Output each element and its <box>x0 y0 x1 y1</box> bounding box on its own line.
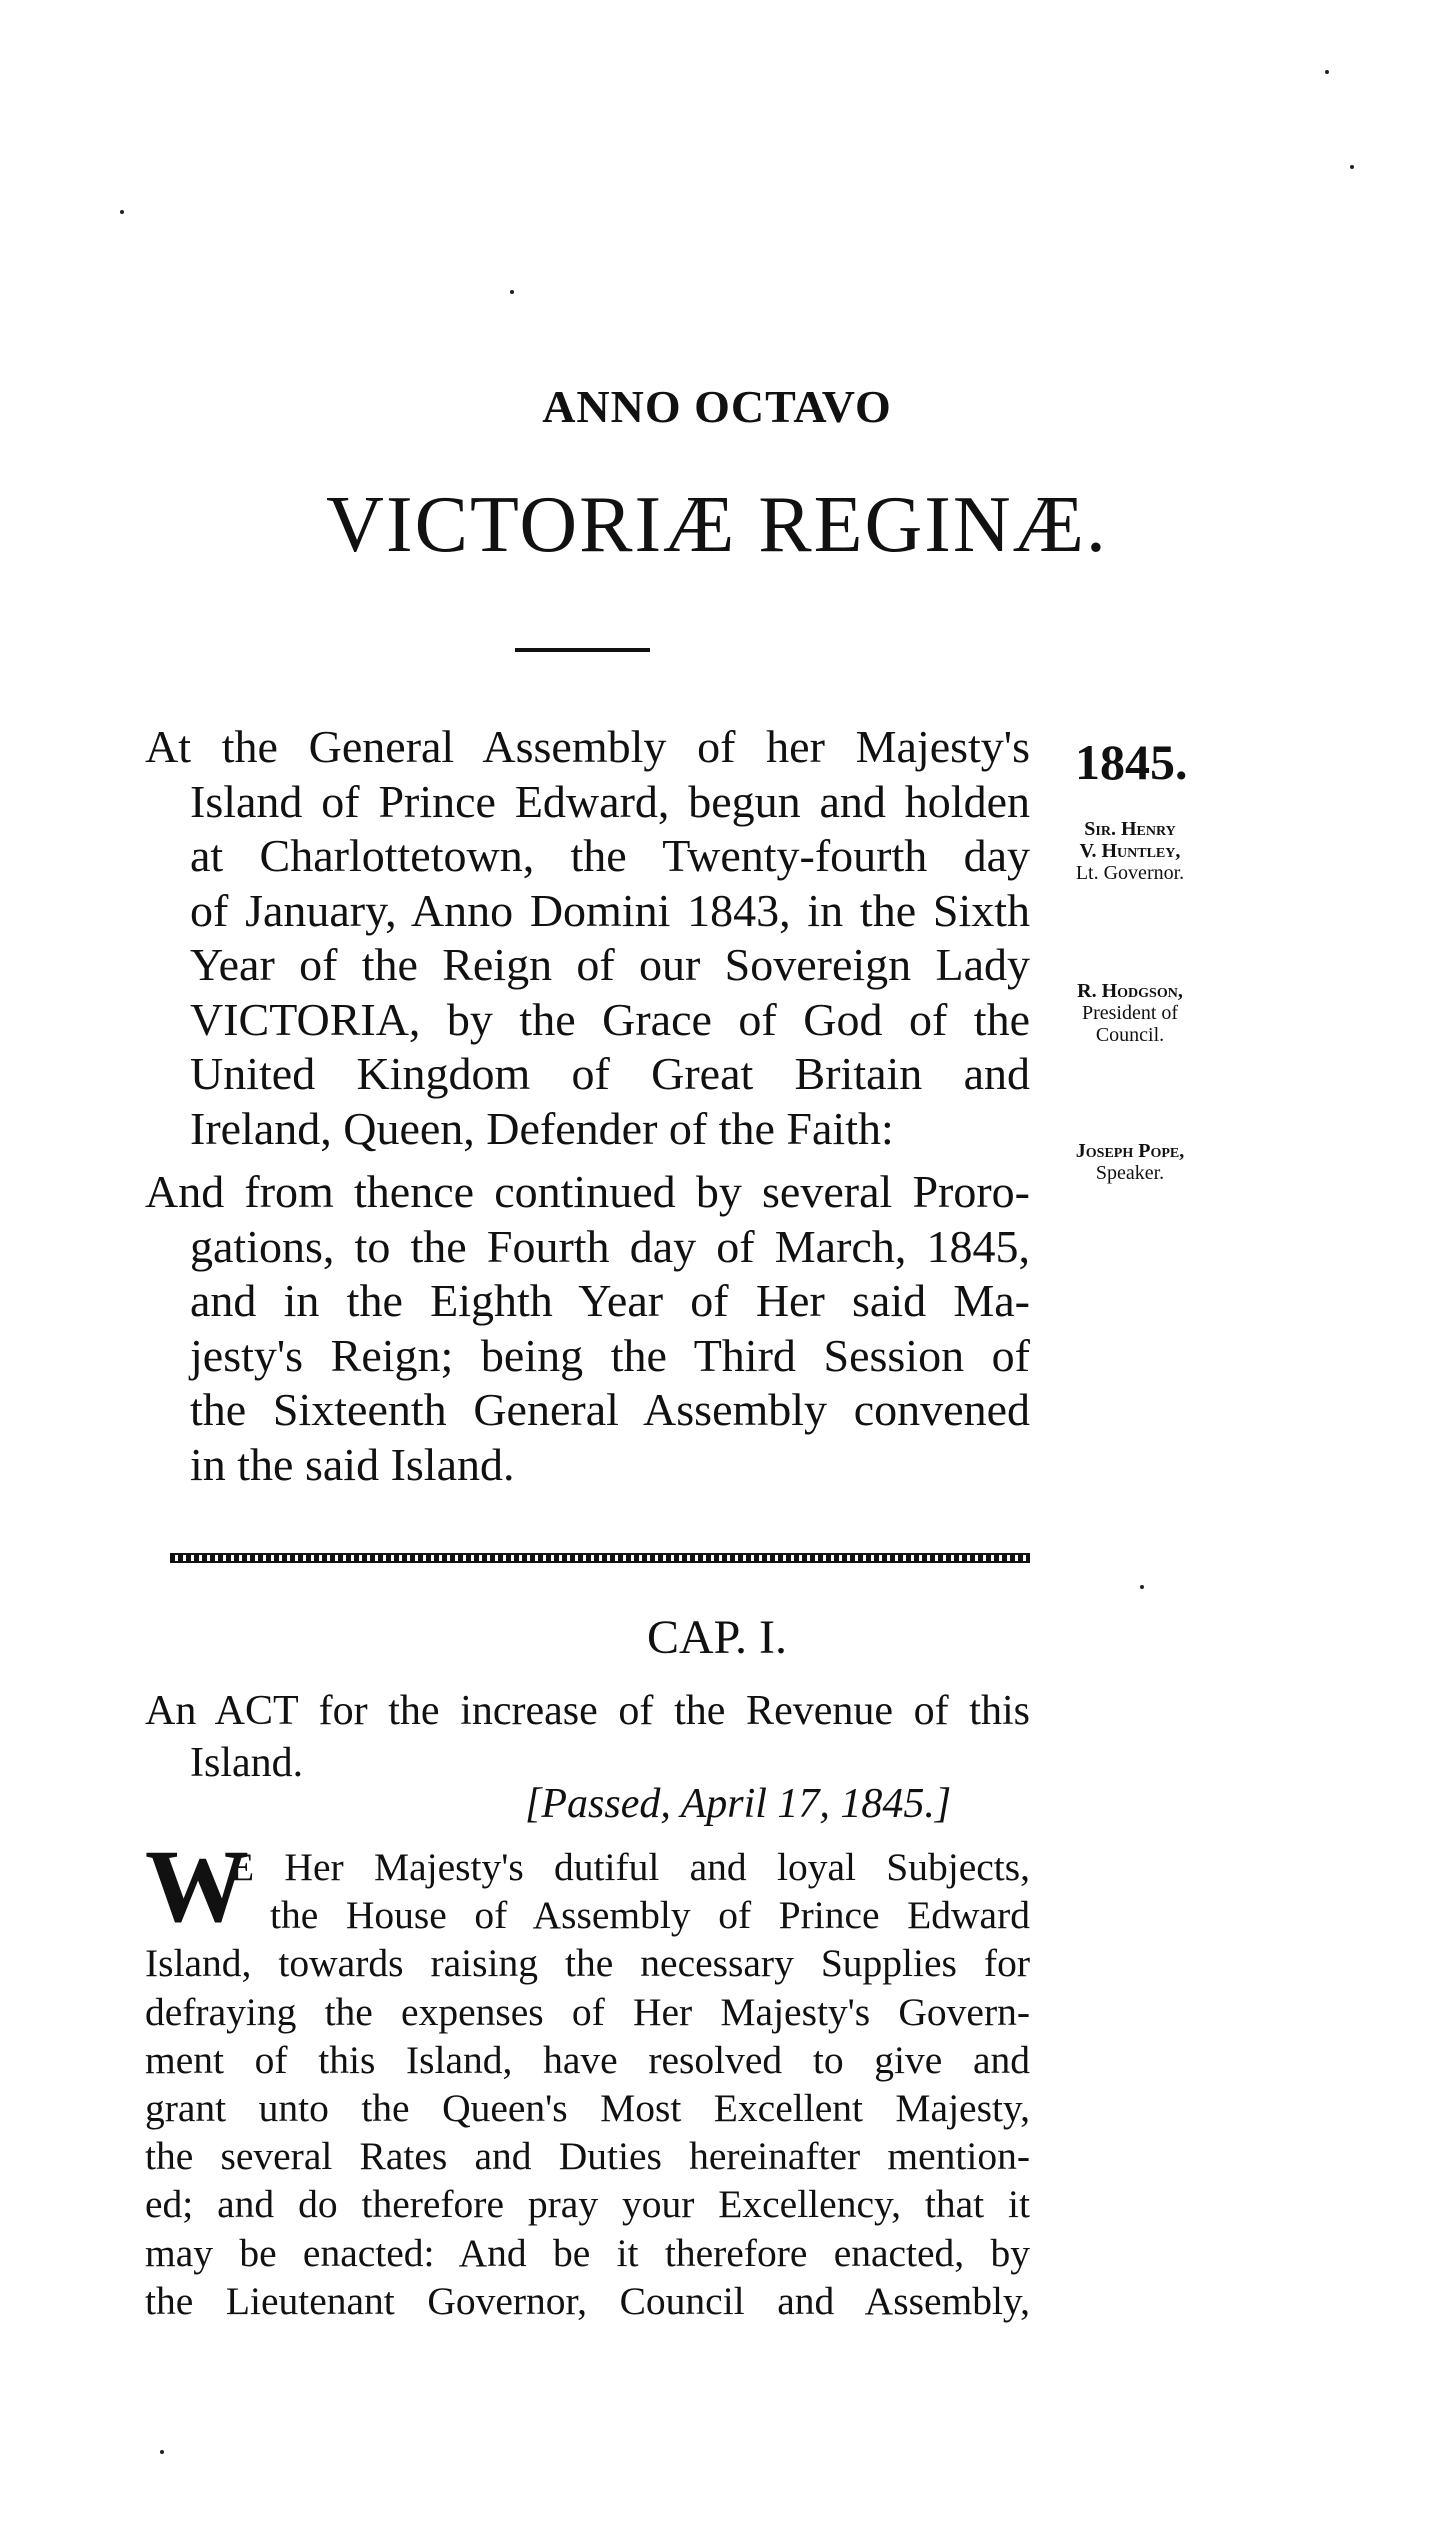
body-line: ed; and do therefore pray your Excellency, that it <box>145 2182 1030 2227</box>
preamble-line: of January, Anno Domini 1843, in the Sixth <box>190 884 1030 936</box>
preamble-line: Island of Prince Edward, begun and holden <box>190 775 1030 827</box>
body-line: defraying the expenses of Her Majesty's Govern- <box>145 1989 1030 2034</box>
body-line: the House of Assembly of Prince Edward <box>270 1893 1030 1938</box>
drop-cap: W <box>145 1829 249 1944</box>
margin-note-president <box>1030 980 1230 1046</box>
preamble-line: gations, to the Fourth day of March, 1845, <box>190 1220 1030 1272</box>
act-body <box>145 1829 1030 2325</box>
running-title: ANNO OCTAVO <box>542 381 892 432</box>
margin-note-line: Joseph Pope, <box>1075 1140 1185 1162</box>
preamble-line: the Sixteenth General Assembly convened <box>190 1384 1030 1435</box>
preamble-line: jesty's Reign; being the Third Session of <box>190 1329 1030 1381</box>
act-title <box>145 1685 1030 1789</box>
preamble-line: Ireland, Queen, Defender of the Faith: <box>190 1102 894 1154</box>
body-line: the several Rates and Duties hereinafter mention- <box>145 2134 1030 2179</box>
preamble-line: United Kingdom of Great Britain and <box>190 1048 1030 1099</box>
body-line: grant unto the Queen's Most Excellent Majesty, <box>145 2086 1030 2131</box>
margin-note-governor <box>1030 818 1230 884</box>
preamble-line: in the said Island. <box>190 1438 515 1490</box>
margin-note-line: President of <box>1081 1002 1179 1024</box>
body-line: E Her Majesty's dutiful and loyal Subjects, <box>230 1845 1030 1889</box>
chapter-heading: CAP. I. <box>646 1611 788 1664</box>
preamble-line: Year of the Reign of our Sovereign Lady <box>190 939 1030 990</box>
title-divider <box>515 648 650 652</box>
margin-note-speaker <box>1030 1140 1230 1184</box>
act-title-line: Island. <box>190 1740 304 1786</box>
margin-note-line: Speaker. <box>1095 1162 1165 1184</box>
margin-year: 1845. <box>1075 734 1188 790</box>
preamble-line: at Charlottetown, the Twenty-fourth day <box>190 830 1030 881</box>
scan-speck <box>510 290 514 294</box>
margin-note-line: V. Huntley, <box>1079 840 1181 862</box>
preamble-line: At the General Assembly of her Majesty's <box>145 721 1030 772</box>
scan-speck <box>1325 70 1329 74</box>
preamble-line: VICTORIA, by the Grace of God of the <box>190 993 1030 1045</box>
body-line: ment of this Island, have resolved to give and <box>145 2037 1030 2082</box>
body-line: may be enacted: And be it therefore enacted, by <box>145 2230 1030 2275</box>
margin-note-line: Council. <box>1095 1024 1165 1046</box>
passed-date: [Passed, April 17, 1845.] <box>525 1781 952 1827</box>
scan-speck <box>160 2450 164 2454</box>
page-title: VICTORIÆ REGINÆ. <box>326 481 1108 569</box>
preamble-paragraph-2 <box>145 1165 1030 1492</box>
act-title-line: An ACT for the increase of the Revenue of this <box>145 1688 1030 1734</box>
margin-note-line: Lt. Governor. <box>1075 862 1185 884</box>
body-line: Island, towards raising the necessary Supplies for <box>145 1941 1030 1986</box>
preamble-line: And from thence continued by several Proro- <box>145 1166 1030 1217</box>
margin-note-line: R. Hodgson, <box>1077 980 1183 1002</box>
preamble-line: and in the Eighth Year of Her said Ma- <box>190 1275 1030 1326</box>
scan-speck <box>120 210 124 214</box>
preamble-paragraph-1 <box>145 720 1030 1156</box>
scan-speck <box>1350 165 1354 169</box>
body-line: the Lieutenant Governor, Council and Assembly, <box>145 2278 1030 2323</box>
scan-speck <box>1140 1585 1144 1589</box>
margin-note-line: Sir. Henry <box>1084 818 1176 840</box>
ornamental-divider <box>170 1553 1030 1563</box>
